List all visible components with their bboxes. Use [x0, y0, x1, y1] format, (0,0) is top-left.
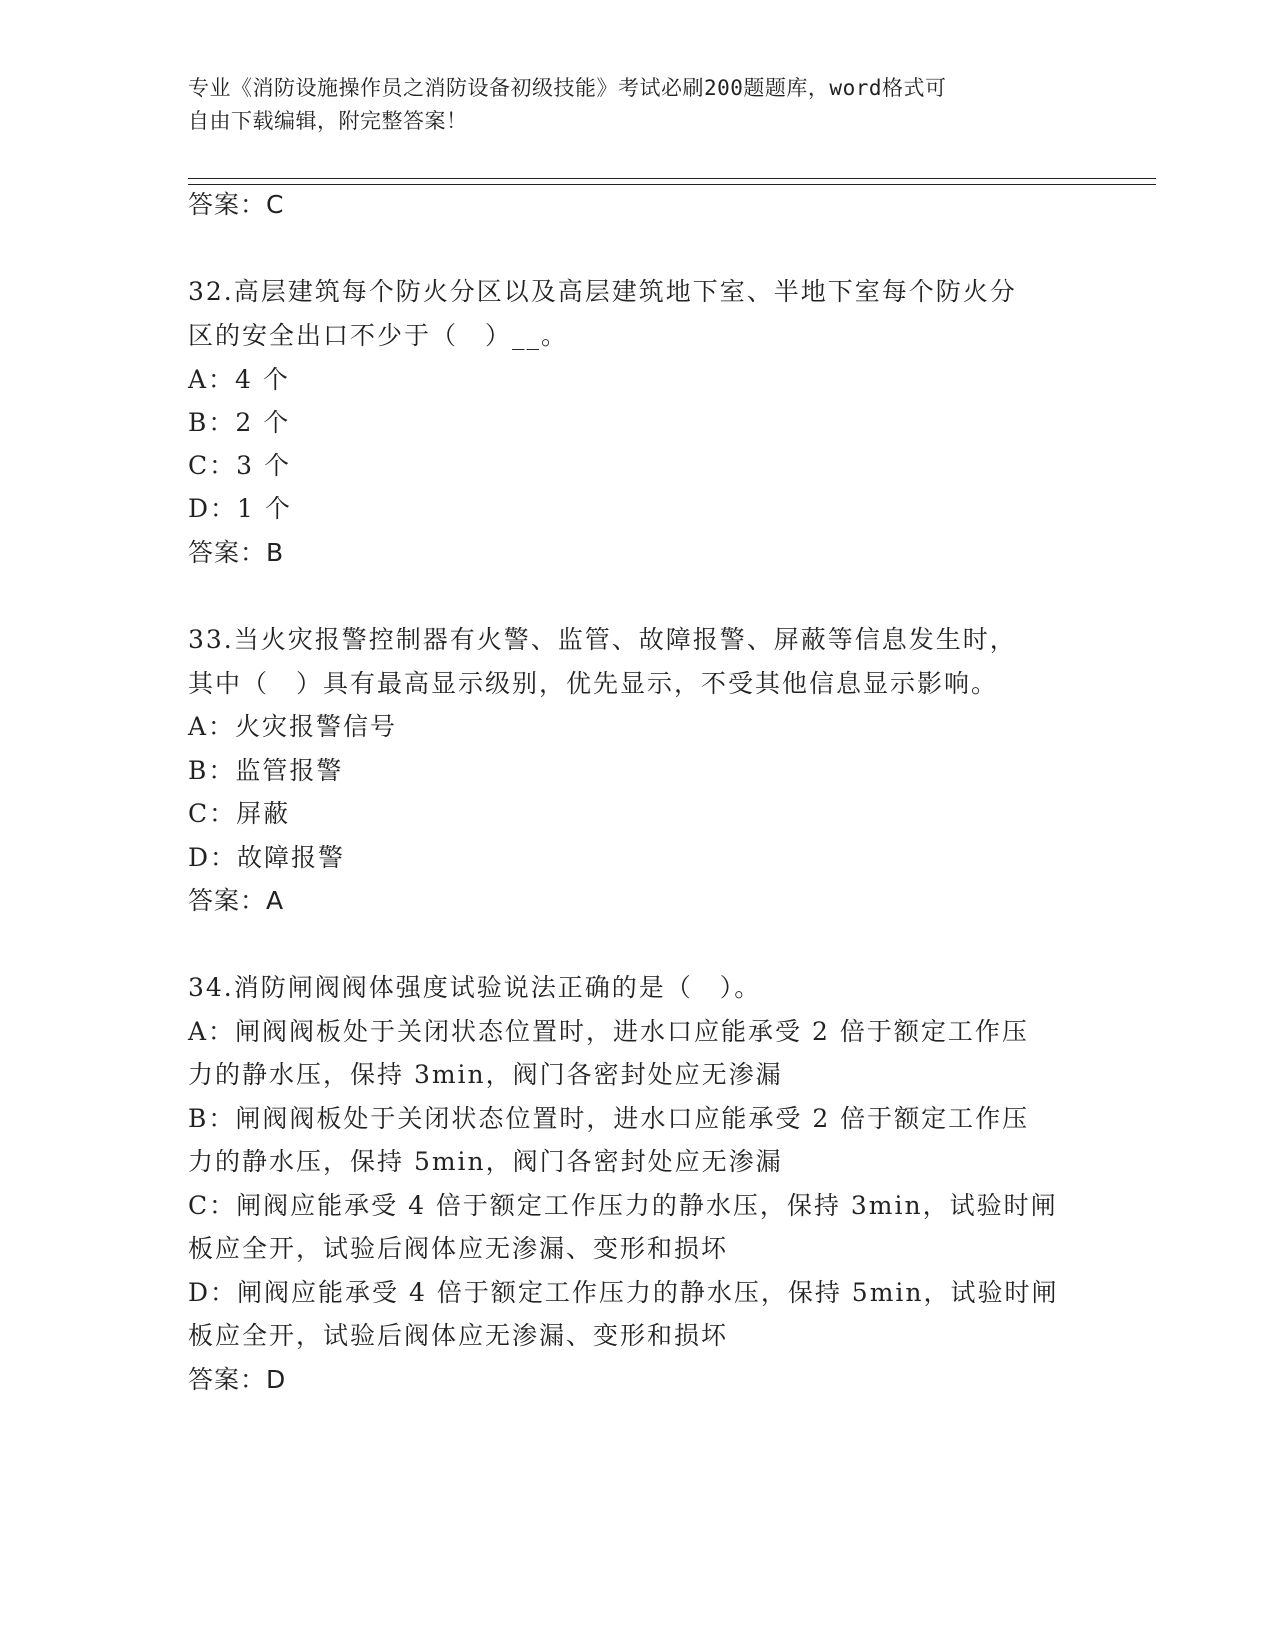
question-32-answer: 答案：B	[188, 538, 285, 567]
question-34-text: 34.消防闸阀阀体强度试验说法正确的是（ ）。	[188, 973, 762, 1002]
page-header	[188, 72, 1088, 138]
header-line-2: 自由下载编辑，附完整答案！	[188, 109, 468, 133]
question-33-text-line-1: 33.当火灾报警控制器有火警、监管、故障报警、屏蔽等信息发生时，	[188, 625, 1017, 654]
question-34-option-b-line-2: 力的静水压，保持 5min，阀门各密封处应无渗漏	[188, 1147, 783, 1176]
question-32-option-c: C：3 个	[188, 451, 291, 480]
question-34-answer: 答案：D	[188, 1365, 287, 1394]
question-33-text-line-2: 其中（ ）具有最高显示级别，优先显示，不受其他信息显示影响。	[188, 669, 999, 698]
question-34-option-c-line-1: C：闸阀应能承受 4 倍于额定工作压力的静水压，保持 3min，试验时闸	[188, 1191, 1058, 1220]
question-34-option-a-line-1: A：闸阀阀板处于关闭状态位置时，进水口应能承受 2 倍于额定工作压	[188, 1017, 1029, 1046]
question-34-option-d-line-1: D：闸阀应能承受 4 倍于额定工作压力的静水压，保持 5min，试验时闸	[188, 1278, 1059, 1307]
header-divider	[188, 178, 1156, 185]
question-33-option-b: B：监管报警	[188, 756, 344, 785]
question-32-text-line-1: 32.高层建筑每个防火分区以及高层建筑地下室、半地下室每个防火分	[188, 277, 1017, 306]
question-33-answer: 答案：A	[188, 886, 285, 915]
question-34-option-b-line-1: B：闸阀阀板处于关闭状态位置时，进水口应能承受 2 倍于额定工作压	[188, 1104, 1030, 1133]
question-32-option-d: D：1 个	[188, 494, 292, 523]
question-33-option-a: A：火灾报警信号	[188, 712, 398, 741]
header-line-1: 专业《消防设施操作员之消防设备初级技能》考试必刷200题题库，word格式可	[188, 76, 947, 100]
answer-line: 答案：C	[188, 190, 285, 219]
question-34-option-d-line-2: 板应全开，试验后阀体应无渗漏、变形和损坏	[188, 1321, 729, 1350]
question-34-option-c-line-2: 板应全开，试验后阀体应无渗漏、变形和损坏	[188, 1234, 729, 1263]
question-32-text-line-2: 区的安全出口不少于（ ）__。	[188, 321, 569, 350]
question-33-option-d: D：故障报警	[188, 843, 346, 872]
question-32-option-a: A：4 个	[188, 365, 290, 394]
question-33-option-c: C：屏蔽	[188, 799, 291, 828]
question-34-option-a-line-2: 力的静水压，保持 3min，阀门各密封处应无渗漏	[188, 1060, 783, 1089]
question-32-option-b: B：2 个	[188, 408, 291, 437]
